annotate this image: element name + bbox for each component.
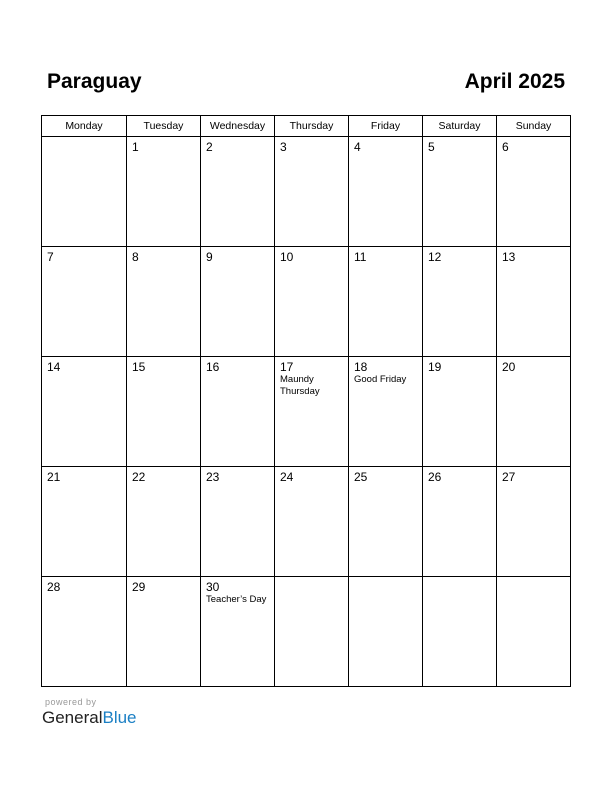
day-number: 2 — [206, 140, 213, 154]
weekday-header: Monday — [42, 116, 127, 137]
day-cell — [275, 577, 349, 687]
day-number: 6 — [502, 140, 509, 154]
day-cell — [423, 357, 497, 467]
day-cell — [127, 137, 201, 247]
day-cell — [423, 467, 497, 577]
day-number: 25 — [354, 470, 368, 484]
day-cell — [349, 357, 423, 467]
day-number: 7 — [47, 250, 54, 264]
day-number: 14 — [47, 360, 61, 374]
holiday-label: Maundy Thursday — [280, 374, 320, 397]
day-number: 28 — [47, 580, 61, 594]
day-number: 13 — [502, 250, 516, 264]
day-cell — [349, 467, 423, 577]
weekday-header: Sunday — [497, 116, 571, 137]
day-cell — [42, 357, 127, 467]
day-cell — [42, 467, 127, 577]
day-number: 5 — [428, 140, 435, 154]
calendar-grid — [41, 115, 571, 687]
day-cell — [423, 137, 497, 247]
week-row — [42, 137, 571, 247]
day-number: 11 — [354, 250, 367, 264]
day-cell — [275, 357, 349, 467]
day-cell — [201, 467, 275, 577]
day-number: 16 — [206, 360, 220, 374]
day-cell — [42, 137, 127, 247]
week-row — [42, 577, 571, 687]
day-number — [42, 137, 126, 140]
day-cell — [349, 577, 423, 687]
week-row — [42, 357, 571, 467]
day-number — [423, 577, 496, 580]
day-cell — [201, 247, 275, 357]
day-cell — [42, 577, 127, 687]
day-cell — [497, 357, 571, 467]
day-cell — [127, 577, 201, 687]
day-cell — [275, 137, 349, 247]
day-cell — [497, 247, 571, 357]
day-number: 30 — [206, 580, 220, 594]
day-number: 22 — [132, 470, 146, 484]
weekday-header: Thursday — [275, 116, 349, 137]
day-number: 10 — [280, 250, 294, 264]
day-cell — [423, 577, 497, 687]
country-title: Paraguay — [47, 70, 142, 93]
day-cell — [349, 137, 423, 247]
day-number: 24 — [280, 470, 294, 484]
day-number: 9 — [206, 250, 213, 264]
week-row — [42, 467, 571, 577]
day-number: 4 — [354, 140, 361, 154]
weekday-header: Wednesday — [201, 116, 275, 137]
holiday-label: Good Friday — [354, 374, 407, 385]
day-number — [497, 577, 570, 580]
day-number: 1 — [132, 140, 139, 154]
day-cell — [497, 467, 571, 577]
day-number: 21 — [47, 470, 61, 484]
day-number: 27 — [502, 470, 516, 484]
day-cell — [127, 357, 201, 467]
day-cell — [349, 247, 423, 357]
day-cell — [201, 577, 275, 687]
day-cell — [201, 357, 275, 467]
powered-by-text: powered by — [45, 697, 97, 707]
weekday-header: Tuesday — [127, 116, 201, 137]
month-year-title: April 2025 — [464, 70, 565, 93]
day-cell — [127, 467, 201, 577]
day-number: 17 — [280, 360, 294, 374]
day-cell — [42, 247, 127, 357]
day-number: 3 — [280, 140, 287, 154]
week-row — [42, 247, 571, 357]
weekday-header: Saturday — [423, 116, 497, 137]
day-number: 29 — [132, 580, 146, 594]
brand-general: General — [42, 708, 103, 727]
day-cell — [423, 247, 497, 357]
day-cell — [497, 137, 571, 247]
day-number: 12 — [428, 250, 442, 264]
generalblue-logo — [42, 708, 137, 728]
weekday-header: Friday — [349, 116, 423, 137]
holiday-label: Teacher’s Day — [206, 594, 267, 605]
day-number: 15 — [132, 360, 146, 374]
day-number — [275, 577, 348, 580]
day-number: 20 — [502, 360, 516, 374]
day-cell — [497, 577, 571, 687]
day-number: 19 — [428, 360, 442, 374]
day-number: 23 — [206, 470, 220, 484]
day-number: 18 — [354, 360, 368, 374]
weekday-header-row — [42, 116, 571, 137]
brand-blue: Blue — [102, 708, 137, 727]
day-cell — [275, 247, 349, 357]
day-number: 8 — [132, 250, 139, 264]
day-cell — [127, 247, 201, 357]
day-cell — [275, 467, 349, 577]
day-number: 26 — [428, 470, 442, 484]
day-number — [349, 577, 422, 580]
day-cell — [201, 137, 275, 247]
